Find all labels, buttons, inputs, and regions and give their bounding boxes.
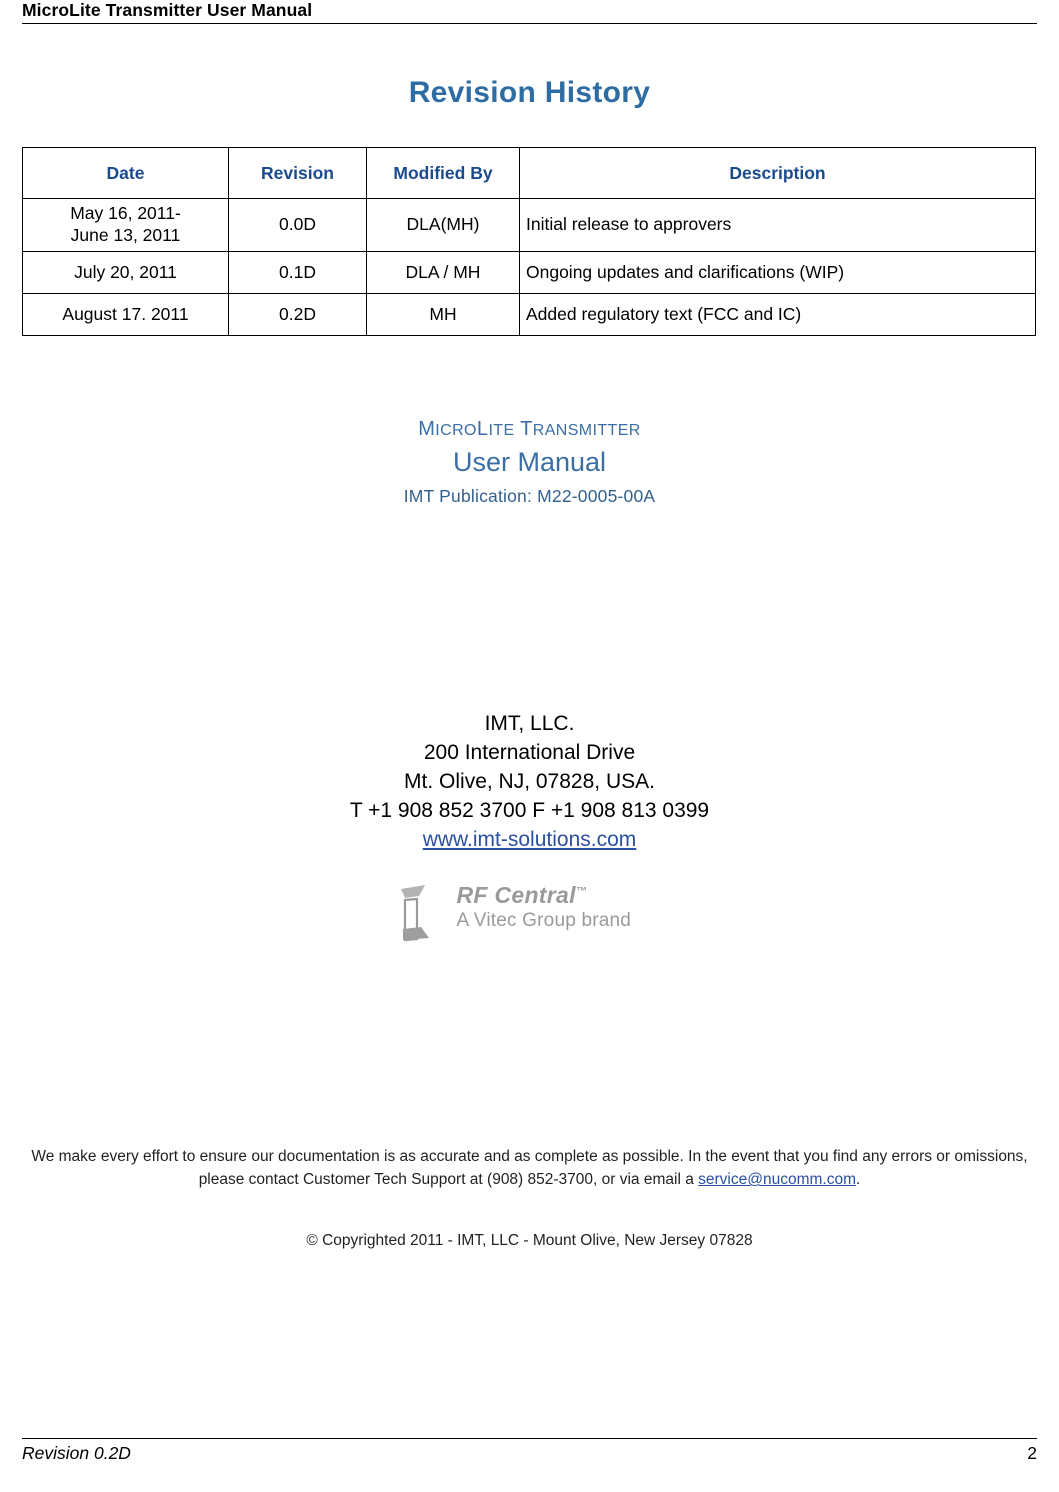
page-title: Revision History [408, 76, 651, 109]
logo-trademark: ™ [575, 885, 588, 898]
copyright-notice: © Copyrighted 2011 - IMT, LLC - Mount Olive, New Jersey 07828 [306, 1232, 753, 1249]
table-row [23, 199, 1036, 252]
footer-revision: Revision 0.2D [22, 1443, 131, 1463]
address-street: 200 International Drive [423, 740, 636, 764]
product-name-icro: ICRO [435, 422, 477, 439]
cell-date [23, 199, 229, 252]
table-row [23, 293, 1036, 335]
title-block [0, 418, 1059, 507]
running-footer [22, 1438, 1037, 1464]
running-header [22, 0, 1037, 24]
column-header-modified-by: Modified By [367, 148, 520, 199]
cell-date-line2: June 13, 2011 [70, 224, 181, 245]
column-header-date: Date [23, 148, 229, 199]
cell-date: July 20, 2011 [23, 251, 229, 293]
product-name-t: T [514, 418, 533, 440]
cell-revision: 0.0D [229, 199, 367, 252]
cell-modified-by: MH [367, 293, 520, 335]
cell-modified-by: DLA / MH [367, 251, 520, 293]
footnote-part1: We make every effort to ensure our documentation is as accurate and as complete as possible. In the event that you find any errors or omissions, please contact Customer Tech Support at (908) 852-3700, or via email a [31, 1148, 1028, 1189]
footnote-part2: . [855, 1171, 861, 1189]
logo-brand: RF Central [456, 882, 576, 908]
logo-text [457, 882, 632, 932]
company-address [0, 710, 1059, 855]
company-website-link[interactable]: www.imt-solutions.com [422, 827, 637, 851]
logo-container [0, 880, 1059, 951]
document-type: User Manual [452, 447, 607, 477]
address-city-state: Mt. Olive, NJ, 07828, USA. [404, 769, 655, 793]
cell-date: August 17. 2011 [23, 293, 229, 335]
revision-history-table [22, 147, 1036, 336]
product-name [0, 418, 1059, 441]
cell-revision: 0.1D [229, 251, 367, 293]
publication-number: IMT Publication: M22-0005-00A [403, 486, 656, 506]
company-name: IMT, LLC. [484, 712, 575, 735]
support-email-link[interactable]: service@nucomm.com [698, 1171, 856, 1189]
logo-tagline: A Vitec Group brand [456, 910, 632, 931]
cell-revision: 0.2D [229, 293, 367, 335]
product-name-m: M [418, 418, 436, 440]
product-name-l: L [476, 418, 489, 440]
cell-modified-by: DLA(MH) [367, 199, 520, 252]
table-row [23, 251, 1036, 293]
cell-date-line1: May 16, 2011- [70, 203, 181, 223]
footnote-text [18, 1145, 1041, 1192]
cell-description: Added regulatory text (FCC and IC) [520, 293, 1036, 335]
product-name-ransmitter: RANSMITTER [532, 422, 641, 439]
address-phone-fax: T +1 908 852 3700 F +1 908 813 0399 [349, 798, 710, 822]
product-name-ite: ITE [488, 422, 515, 439]
running-header-text: MicroLite Transmitter User Manual [22, 0, 313, 20]
footer-page-number: 2 [1027, 1443, 1037, 1463]
column-header-revision: Revision [229, 148, 367, 199]
column-header-description: Description [520, 148, 1036, 199]
cell-description: Ongoing updates and clarifications (WIP) [520, 251, 1036, 293]
table-header-row [23, 148, 1036, 199]
cell-description: Initial release to approvers [520, 199, 1036, 252]
